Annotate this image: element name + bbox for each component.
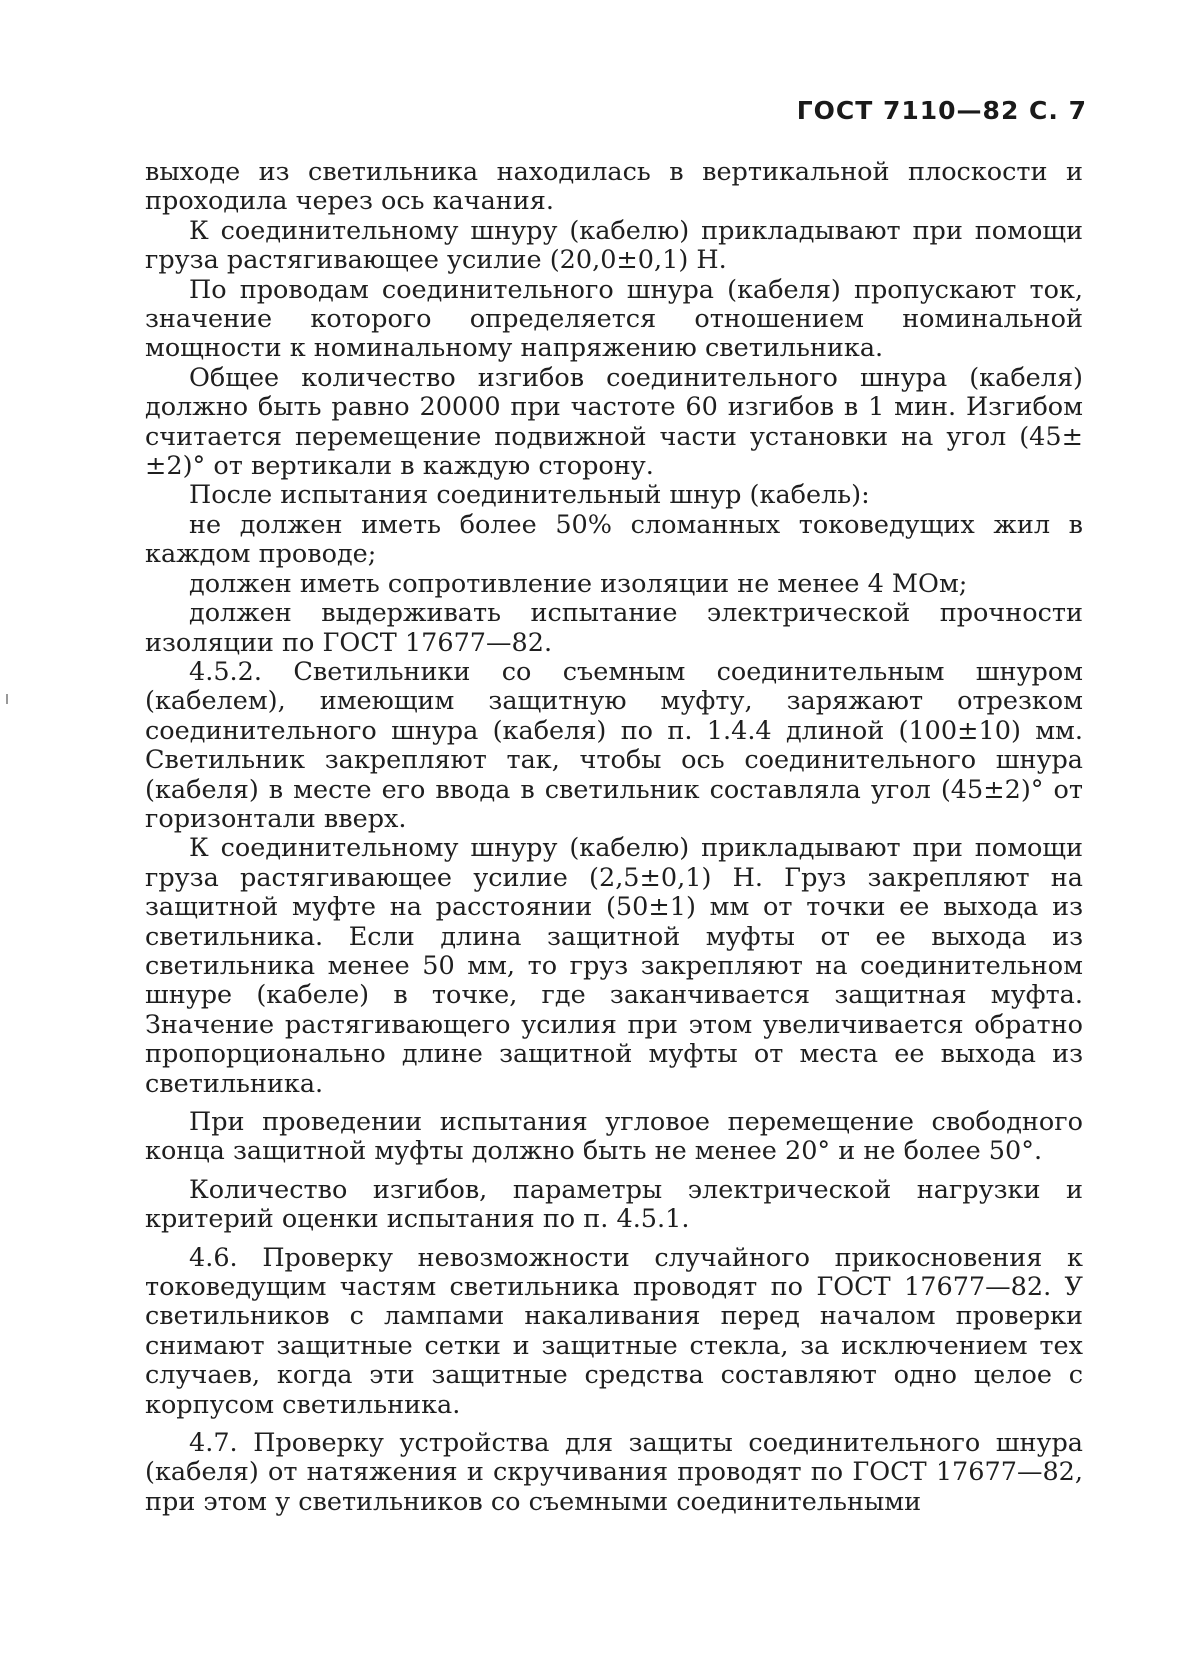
list-item: не должен иметь более 50% сломанных токоведущих жил в каждом проводе; [145, 509, 1083, 570]
clause-4-7: 4.7. Проверку устройства для защиты соединительного шнура (кабеля) от натяжения и скручивания проводят по ГОСТ 17677—82, при этом у светильников со съемными соединительными [145, 1428, 1083, 1517]
paragraph: Количество изгибов, параметры электрической нагрузки и критерий оценки испытания по п. 4.5.1. [145, 1174, 1083, 1235]
paragraph: Общее количество изгибов соединительного шнура (кабеля) должно быть равно 20000 при частоте 60 изгибов в 1 мин. Изгибом считается перемещение подвижной части установки на угол (45±±2)° от вертикали в каждую сторону. [145, 362, 1083, 482]
list-item: должен иметь сопротивление изоляции не менее 4 МОм; [189, 568, 968, 599]
paragraph: К соединительному шнуру (кабелю) прикладывают при помощи груза растягивающее усилие (20,0±0,1) Н. [145, 215, 1083, 276]
paragraph: После испытания соединительный шнур (кабель): [189, 480, 870, 511]
list-item: должен выдерживать испытание электрической прочности изоляции по ГОСТ 17677—82. [145, 598, 1083, 658]
body-text [145, 158, 1083, 1517]
paragraph: При проведении испытания угловое перемещение свободного конца защитной муфты должно быть не менее 20° и не более 50°. [145, 1107, 1083, 1167]
running-header: ГОСТ 7110—82 С. 7 [796, 96, 1087, 125]
clause-4-6: 4.6. Проверку невозможности случайного прикосновения к токоведущим частям светильника проводят по ГОСТ 17677—82. У светильников с лампами накаливания перед началом проверки снимают защитные сетки и защитные стекла, за исключением тех случаев, когда эти защитные средства составляют одно целое с корпусом светильника. [145, 1242, 1083, 1420]
scan-edge-mark [6, 694, 8, 704]
clause-4-5-2: 4.5.2. Светильники со съемным соединительным шнуром (кабелем), имеющим защитную муфту, заряжают отрезком соединительного шнура (кабеля) по п. 1.4.4 длиной (100±10) мм. Светильник закрепляют так, чтобы ось соединительного шнура (кабеля) в месте его ввода в светильник составляла угол (45±2)° от горизонтали вверх. [145, 656, 1083, 834]
paragraph-continuation: выходе из светильника находилась в вертикальной плоскости и проходила через ось качания. [145, 157, 1083, 217]
paragraph: По проводам соединительного шнура (кабеля) пропускают ток, значение которого определяется отношением номинальной мощности к номинальному напряжению светильника. [145, 274, 1083, 364]
paragraph: К соединительному шнуру (кабелю) прикладывают при помощи груза растягивающее усилие (2,5±0,1) Н. Груз закрепляют на защитной муфте на расстоянии (50±1) мм от точки ее выхода из светильника. Если длина защитной муфты от ее выхода из светильника менее 50 мм, то груз закрепляют на соединительном шнуре (кабеле) в точке, где заканчивается защитная муфта. Значение растягивающего усилия при этом увеличивается обратно пропорционально длине защитной муфты от места ее выхода из светильника. [145, 833, 1083, 1099]
